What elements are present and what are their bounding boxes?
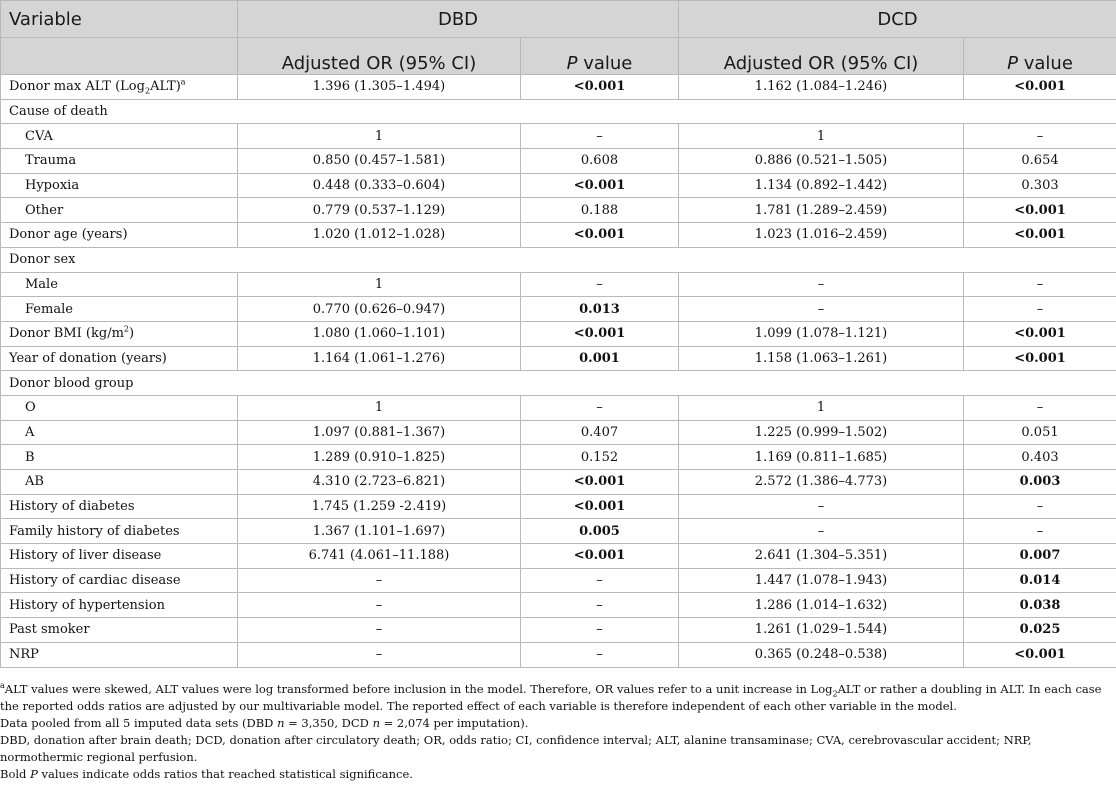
dbd-p-cell: 0.013 — [521, 297, 679, 322]
dcd-or-cell: 1.099 (1.078–1.121) — [679, 321, 964, 346]
dbd-p-cell: <0.001 — [521, 173, 679, 198]
dcd-p-cell: 0.014 — [964, 568, 1116, 593]
table-row — [1, 470, 1116, 495]
label-superscript: 2 — [123, 324, 129, 334]
footnote-n: n — [372, 716, 380, 730]
header-p-italic: P — [566, 53, 578, 74]
row-label: CVA — [1, 124, 238, 149]
row-label: Year of donation (years) — [1, 346, 238, 371]
dcd-p-cell: 0.038 — [964, 593, 1116, 618]
label-text: Donor max ALT (Log — [9, 79, 145, 95]
dbd-p-cell: – — [521, 593, 679, 618]
table-row — [1, 568, 1116, 593]
dbd-or-cell: 1 — [238, 124, 521, 149]
dcd-or-cell: – — [679, 494, 964, 519]
row-label: History of cardiac disease — [1, 568, 238, 593]
footnote-n: n — [277, 716, 285, 730]
footnote-pooled — [0, 715, 1112, 732]
dbd-p-cell: <0.001 — [521, 321, 679, 346]
dbd-or-cell: – — [238, 568, 521, 593]
row-label: Female — [1, 297, 238, 322]
footnote-text: ALT values were skewed, ALT values were log transformed before inclusion in the model. Therefore, OR values refer to a unit increase in Log — [4, 682, 833, 696]
dcd-or-cell: 1.023 (1.016–2.459) — [679, 223, 964, 248]
row-label: Donor age (years) — [1, 223, 238, 248]
table-row — [1, 642, 1116, 667]
header-blank — [1, 38, 238, 75]
footnote-marker: a — [180, 78, 186, 88]
dbd-p-cell: <0.001 — [521, 75, 679, 100]
row-label — [1, 321, 238, 346]
dbd-p-cell: 0.188 — [521, 198, 679, 223]
header-row-groups — [1, 1, 1116, 38]
dcd-or-cell: 0.365 (0.248–0.538) — [679, 642, 964, 667]
footnote-marker: a — [0, 681, 5, 691]
dcd-p-cell: 0.403 — [964, 445, 1116, 470]
header-dbd: DBD — [238, 1, 679, 38]
dcd-p-cell: – — [964, 395, 1116, 420]
dbd-p-cell: 0.152 — [521, 445, 679, 470]
row-label: A — [1, 420, 238, 445]
dcd-p-cell: 0.051 — [964, 420, 1116, 445]
row-label: Past smoker — [1, 618, 238, 643]
dbd-or-cell: 1.367 (1.101–1.697) — [238, 519, 521, 544]
table-row — [1, 420, 1116, 445]
footnote-text: = 3,350, DCD — [284, 716, 373, 730]
footnote-text: Data pooled from all 5 imputed data sets (DBD — [0, 716, 278, 730]
dcd-or-cell: – — [679, 297, 964, 322]
dbd-p-cell: – — [521, 124, 679, 149]
table-row — [1, 272, 1116, 297]
dcd-p-cell: <0.001 — [964, 75, 1116, 100]
dbd-or-cell: 1.396 (1.305–1.494) — [238, 75, 521, 100]
header-p-italic: P — [1007, 53, 1018, 74]
table-row — [1, 198, 1116, 223]
table-row — [1, 124, 1116, 149]
table-row — [1, 297, 1116, 322]
row-label: B — [1, 445, 238, 470]
dbd-or-cell: 1 — [238, 395, 521, 420]
footnote-p: P — [30, 767, 38, 781]
dcd-p-cell: – — [964, 272, 1116, 297]
dbd-or-cell: 0.779 (0.537–1.129) — [238, 198, 521, 223]
table-footnotes — [0, 681, 1112, 783]
dcd-p-cell: – — [964, 124, 1116, 149]
dbd-or-cell: 1.097 (0.881–1.367) — [238, 420, 521, 445]
table-row — [1, 223, 1116, 248]
dbd-p-cell: – — [521, 395, 679, 420]
table-row — [1, 618, 1116, 643]
row-label: NRP — [1, 642, 238, 667]
dbd-p-cell: <0.001 — [521, 494, 679, 519]
dcd-p-cell: <0.001 — [964, 346, 1116, 371]
header-p-rest: value — [1018, 53, 1073, 74]
footnote-abbreviations: DBD, donation after brain death; DCD, donation after circulatory death; OR, odds ratio; CI, confidence interval; ALT, alanine transaminase; CVA, cerebrovascular accident; NRP, normothermic regional perfusion. — [0, 733, 1032, 764]
table-row — [1, 321, 1116, 346]
dbd-p-cell: 0.608 — [521, 149, 679, 174]
row-label: Trauma — [1, 149, 238, 174]
header-dcd: DCD — [679, 1, 1116, 38]
row-label: AB — [1, 470, 238, 495]
header-dbd-or: Adjusted OR (95% CI) — [238, 38, 521, 75]
row-label: History of diabetes — [1, 494, 238, 519]
label-text: ) — [129, 326, 135, 342]
dcd-or-cell: 1.162 (1.084–1.246) — [679, 75, 964, 100]
label-subscript: 2 — [144, 86, 151, 96]
dbd-or-cell: 1.080 (1.060–1.101) — [238, 321, 521, 346]
dcd-or-cell: 2.641 (1.304–5.351) — [679, 544, 964, 569]
dbd-or-cell: 1.164 (1.061–1.276) — [238, 346, 521, 371]
dbd-or-cell: – — [238, 618, 521, 643]
dcd-or-cell: – — [679, 272, 964, 297]
table-row — [1, 149, 1116, 174]
dbd-or-cell: 1.745 (1.259 -2.419) — [238, 494, 521, 519]
dbd-or-cell: 1 — [238, 272, 521, 297]
dbd-or-cell: 4.310 (2.723–6.821) — [238, 470, 521, 495]
dbd-p-cell: <0.001 — [521, 470, 679, 495]
dbd-or-cell: 0.850 (0.457–1.581) — [238, 149, 521, 174]
label-text: Donor BMI (kg/m — [9, 326, 124, 342]
dbd-or-cell: 1.020 (1.012–1.028) — [238, 223, 521, 248]
footnote-text: Bold — [0, 767, 31, 781]
dcd-or-cell: 1 — [679, 124, 964, 149]
row-label: Hypoxia — [1, 173, 238, 198]
row-label: History of hypertension — [1, 593, 238, 618]
row-label: Other — [1, 198, 238, 223]
dcd-p-cell: 0.303 — [964, 173, 1116, 198]
footnote-subscript: 2 — [832, 689, 838, 699]
dbd-p-cell: – — [521, 642, 679, 667]
table-row-group — [1, 247, 1116, 272]
dbd-p-cell: 0.407 — [521, 420, 679, 445]
header-p-rest: value — [577, 53, 633, 74]
dcd-or-cell: 1.286 (1.014–1.632) — [679, 593, 964, 618]
dcd-p-cell: <0.001 — [964, 642, 1116, 667]
dcd-or-cell: – — [679, 519, 964, 544]
footnote-bold — [0, 766, 1112, 783]
row-label: O — [1, 395, 238, 420]
row-label — [1, 75, 238, 100]
dbd-or-cell: – — [238, 642, 521, 667]
dbd-or-cell: 1.289 (0.910–1.825) — [238, 445, 521, 470]
dbd-p-cell: – — [521, 568, 679, 593]
dbd-p-cell: – — [521, 618, 679, 643]
dbd-p-cell: <0.001 — [521, 223, 679, 248]
dcd-p-cell: 0.654 — [964, 149, 1116, 174]
footnote-text: = 2,074 per imputation). — [379, 716, 529, 730]
table-row — [1, 494, 1116, 519]
dbd-p-cell: 0.001 — [521, 346, 679, 371]
dcd-or-cell: 2.572 (1.386–4.773) — [679, 470, 964, 495]
dbd-or-cell: 0.448 (0.333–0.604) — [238, 173, 521, 198]
table-row — [1, 346, 1116, 371]
footnote-text: values indicate odds ratios that reached statistical significance. — [37, 767, 413, 781]
dcd-or-cell: 1.261 (1.029–1.544) — [679, 618, 964, 643]
dcd-or-cell: 1.134 (0.892–1.442) — [679, 173, 964, 198]
footnote-a — [0, 681, 1112, 715]
dbd-or-cell: 0.770 (0.626–0.947) — [238, 297, 521, 322]
dcd-or-cell: 1.169 (0.811–1.685) — [679, 445, 964, 470]
table-row — [1, 544, 1116, 569]
group-label: Cause of death — [1, 99, 1116, 124]
dcd-p-cell: – — [964, 297, 1116, 322]
header-variable: Variable — [1, 1, 238, 38]
dcd-p-cell: – — [964, 494, 1116, 519]
group-label: Donor blood group — [1, 371, 1116, 396]
table-row — [1, 75, 1116, 100]
footnote-text: ALT or rather a doubling in ALT. In each case the reported odds ratios are adjusted by our multivariable model. The reported effect of each variable is therefore independent of each other variable in the model. — [0, 682, 1102, 713]
table-row — [1, 445, 1116, 470]
dcd-p-cell: 0.003 — [964, 470, 1116, 495]
table-row — [1, 395, 1116, 420]
dbd-p-cell: 0.005 — [521, 519, 679, 544]
header-dcd-p — [964, 38, 1116, 75]
row-label: Male — [1, 272, 238, 297]
header-row-columns — [1, 38, 1116, 75]
dcd-or-cell: 1 — [679, 395, 964, 420]
table-row — [1, 173, 1116, 198]
row-label: History of liver disease — [1, 544, 238, 569]
table-row — [1, 593, 1116, 618]
dcd-or-cell: 0.886 (0.521–1.505) — [679, 149, 964, 174]
dcd-or-cell: 1.781 (1.289–2.459) — [679, 198, 964, 223]
table-row — [1, 519, 1116, 544]
dcd-p-cell: <0.001 — [964, 321, 1116, 346]
dbd-p-cell: – — [521, 272, 679, 297]
dcd-p-cell: 0.007 — [964, 544, 1116, 569]
header-dcd-or: Adjusted OR (95% CI) — [679, 38, 964, 75]
table-row-group — [1, 99, 1116, 124]
dbd-p-cell: <0.001 — [521, 544, 679, 569]
label-text: ALT) — [150, 79, 181, 95]
dbd-or-cell: 6.741 (4.061–11.188) — [238, 544, 521, 569]
group-label: Donor sex — [1, 247, 1116, 272]
row-label: Family history of diabetes — [1, 519, 238, 544]
dcd-or-cell: 1.447 (1.078–1.943) — [679, 568, 964, 593]
table-row-group — [1, 371, 1116, 396]
dcd-p-cell: <0.001 — [964, 198, 1116, 223]
dcd-p-cell: <0.001 — [964, 223, 1116, 248]
header-dbd-p — [521, 38, 679, 75]
dcd-p-cell: 0.025 — [964, 618, 1116, 643]
dcd-or-cell: 1.158 (1.063–1.261) — [679, 346, 964, 371]
dcd-or-cell: 1.225 (0.999–1.502) — [679, 420, 964, 445]
dcd-p-cell: – — [964, 519, 1116, 544]
dbd-or-cell: – — [238, 593, 521, 618]
